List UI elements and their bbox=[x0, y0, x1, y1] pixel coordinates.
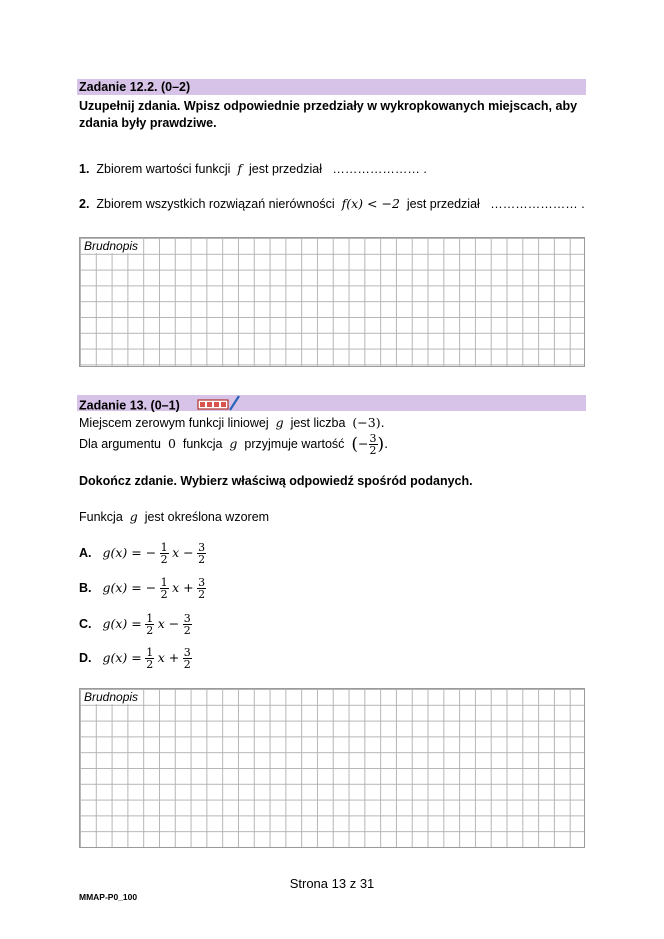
text: przyjmuje wartość bbox=[244, 436, 345, 451]
draft-grid-12-2[interactable] bbox=[79, 237, 585, 367]
fraction: $\frac{3}{2}$ bbox=[183, 612, 191, 637]
answer-blank[interactable]: ………………… . bbox=[332, 162, 427, 176]
task-12-2-item-1 bbox=[79, 161, 427, 176]
item-math: f(x) < −2 bbox=[341, 196, 400, 211]
option-mid: x + bbox=[157, 649, 180, 665]
math-g: g bbox=[229, 435, 238, 451]
option-lhs: g(x) = − bbox=[102, 544, 157, 560]
task-13-header bbox=[77, 395, 586, 411]
item-math: f bbox=[237, 161, 243, 176]
item-number: 1. bbox=[79, 162, 90, 176]
math-g: g bbox=[129, 509, 138, 524]
task-12-2-header: Zadanie 12.2. (0–2) bbox=[77, 79, 586, 95]
item-text-after: jest przedział bbox=[406, 197, 480, 211]
math-value: (−3). bbox=[352, 415, 385, 430]
text: Dla argumentu bbox=[79, 436, 161, 451]
option-c[interactable] bbox=[79, 613, 192, 636]
text: Funkcja bbox=[79, 510, 123, 524]
draft-label: Brudnopis bbox=[83, 239, 141, 253]
item-text: Zbiorem wszystkich rozwiązań nierówności bbox=[96, 197, 335, 211]
option-b[interactable] bbox=[79, 577, 206, 600]
fraction: $\frac{1}{2}$ bbox=[146, 612, 154, 637]
text: jest określona wzorem bbox=[144, 510, 270, 524]
math-g: g bbox=[275, 415, 284, 430]
item-number: 2. bbox=[79, 197, 90, 211]
fraction: $\frac{3}{2}$ bbox=[369, 432, 377, 457]
fraction: $\frac{1}{2}$ bbox=[160, 576, 168, 601]
option-lhs: g(x) = bbox=[102, 649, 142, 665]
text: funkcja bbox=[182, 436, 223, 451]
option-d[interactable] bbox=[79, 647, 192, 670]
option-letter: A. bbox=[79, 545, 92, 560]
item-text-after: jest przedział bbox=[249, 162, 322, 176]
fraction: $\frac{3}{2}$ bbox=[198, 576, 206, 601]
task-13-line-2: Dla argumentu 0 funkcja g przyjmuje wartość (− $\frac{3}{2}$ ). bbox=[79, 432, 389, 457]
fraction: $\frac{1}{2}$ bbox=[146, 646, 154, 671]
item-text: Zbiorem wartości funkcji bbox=[96, 162, 231, 176]
option-mid: x + bbox=[172, 579, 194, 595]
option-lhs: g(x) = bbox=[102, 615, 142, 631]
calculator-pen-icon bbox=[197, 395, 241, 417]
fraction: $\frac{3}{2}$ bbox=[198, 541, 206, 566]
option-a[interactable] bbox=[79, 542, 206, 565]
text: Miejscem zerowym funkcji liniowej bbox=[79, 416, 269, 430]
answer-blank[interactable]: ………………… . bbox=[490, 197, 585, 211]
math-arg: 0 bbox=[167, 435, 176, 451]
option-mid: x − bbox=[172, 544, 194, 560]
task-13-instruction: Dokończ zdanie. Wybierz właściwą odpowiedź spośród podanych. bbox=[79, 474, 473, 488]
draft-label: Brudnopis bbox=[83, 690, 141, 704]
math-sign: − bbox=[358, 435, 369, 451]
option-mid: x − bbox=[157, 615, 180, 631]
fraction: $\frac{3}{2}$ bbox=[183, 646, 191, 671]
fraction: $\frac{1}{2}$ bbox=[160, 541, 168, 566]
task-13-stem bbox=[79, 509, 269, 524]
text: jest liczba bbox=[290, 416, 346, 430]
task-12-2-instruction: Uzupełnij zdania. Wpisz odpowiednie przedziały w wykropkowanych miejscach, aby zdania były prawdziwe. bbox=[79, 99, 578, 130]
option-letter: D. bbox=[79, 650, 92, 665]
option-letter: C. bbox=[79, 616, 92, 631]
option-letter: B. bbox=[79, 580, 92, 595]
draft-grid-13[interactable] bbox=[79, 688, 585, 848]
document-code: MMAP-P0_100 bbox=[79, 892, 138, 902]
task-13-line-1 bbox=[79, 415, 385, 430]
task-12-2-item-2 bbox=[79, 196, 585, 211]
page-number: Strona 13 z 31 bbox=[289, 876, 375, 891]
option-lhs: g(x) = − bbox=[102, 579, 157, 595]
task-13-title: Zadanie 13. (0–1) bbox=[79, 398, 180, 413]
